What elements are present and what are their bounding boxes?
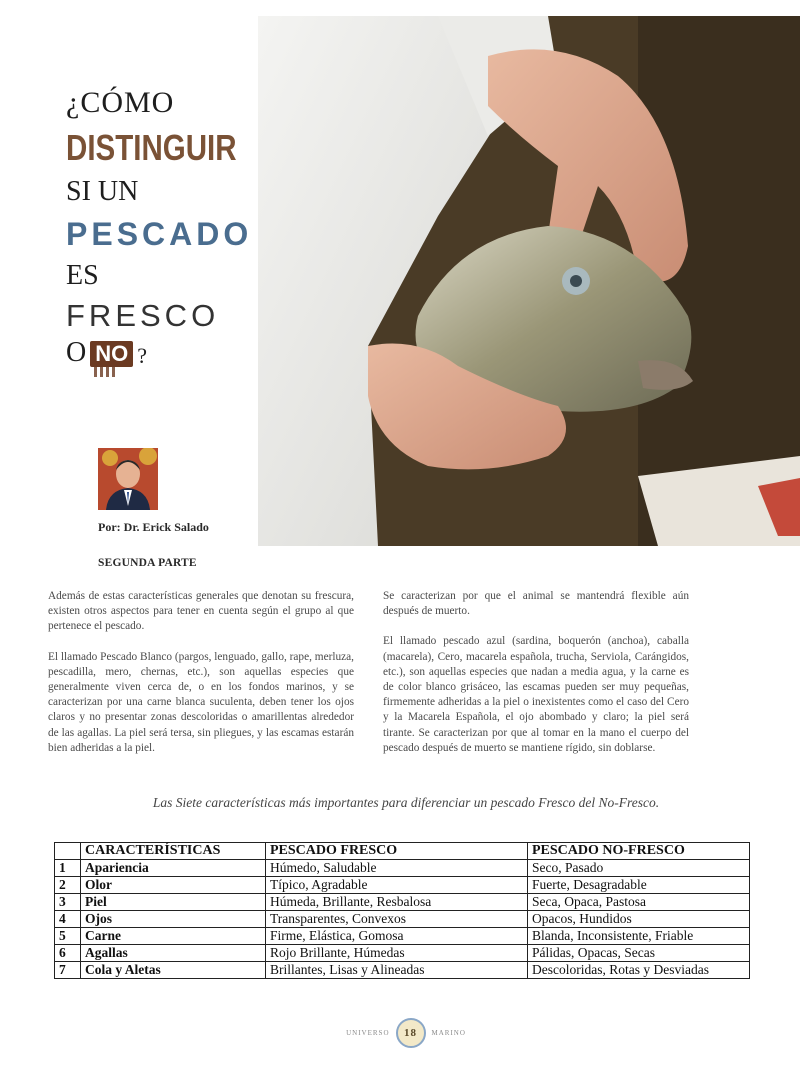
footer-brand-right: MARINO [431,1029,466,1037]
row-number: 4 [55,911,81,928]
article-title [66,86,253,368]
characteristics-table [54,842,750,979]
row-number: 7 [55,962,81,979]
section-label: SEGUNDA PARTE [98,557,197,569]
row-fresh: Firme, Elástica, Gomosa [266,928,528,945]
title-line-fresco: FRESCO [66,298,220,333]
author-byline: Por: Dr. Erick Salado [98,520,209,534]
row-characteristic: Carne [81,928,266,945]
header-characteristic: CARACTERÍSTICAS [81,843,266,860]
title-line-como: ¿CÓMO [66,86,175,119]
author-portrait-image [98,448,158,510]
title-no-stamp: NO [90,341,133,367]
paragraph: El llamado Pescado Blanco (pargos, lenguado, gallo, rape, merluza, pescadilla, mero, chernas, etc.), son aquellas especies que generalmente viven cerca de, o en los fondos marinos, y se caracterizan por una carne blanca suculenta, deben tener los ojos claros y no presentar zonas descoloridas o amarillentas alrededor de las agallas. La piel será tersa, sin pliegues, y las escamas estarán bien adheridas a la piel. [48,650,354,754]
row-not-fresh: Seco, Pasado [528,860,750,877]
title-line-es: ES [66,260,99,291]
body-column-left [48,589,354,771]
hero-photo-fish-in-hands [258,16,800,546]
row-characteristic: Cola y Aletas [81,962,266,979]
row-characteristic: Agallas [81,945,266,962]
title-question-mark: ? [137,343,147,368]
row-number: 1 [55,860,81,877]
header-fresh: PESCADO FRESCO [266,843,528,860]
table-row [55,911,750,928]
title-line-si-un: SI UN [66,176,139,207]
row-number: 3 [55,894,81,911]
table-caption: Las Siete características más importantes para diferenciar un pescado Fresco del No-Fresco. [152,795,660,810]
row-fresh: Brillantes, Lisas y Alineadas [266,962,528,979]
table-header-row [55,843,750,860]
footer-brand-left: UNIVERSO [346,1029,390,1037]
row-not-fresh: Fuerte, Desagradable [528,877,750,894]
body-column-right [383,589,689,771]
row-characteristic: Piel [81,894,266,911]
title-line-pescado: PESCADO [66,216,253,252]
table-row [55,877,750,894]
row-characteristic: Apariencia [81,860,266,877]
row-not-fresh: Opacos, Hundidos [528,911,750,928]
row-number: 6 [55,945,81,962]
row-fresh: Típico, Agradable [266,877,528,894]
header-not-fresh: PESCADO NO-FRESCO [528,843,750,860]
row-fresh: Transparentes, Convexos [266,911,528,928]
title-o: O [66,337,87,368]
table-row [55,860,750,877]
page-number-badge [396,1018,426,1048]
table-row [55,945,750,962]
page-footer [0,1018,812,1048]
author-avatar [98,448,158,510]
row-number: 5 [55,928,81,945]
table-row [55,962,750,979]
row-characteristic: Olor [81,877,266,894]
row-fresh: Húmeda, Brillante, Resbalosa [266,894,528,911]
row-fresh: Rojo Brillante, Húmedas [266,945,528,962]
title-line-o-no [66,339,246,367]
title-line-distinguir: DISTINGUIR [66,127,237,168]
row-not-fresh: Pálidas, Opacas, Secas [528,945,750,962]
table-row [55,928,750,945]
row-not-fresh: Seca, Opaca, Pastosa [528,894,750,911]
row-characteristic: Ojos [81,911,266,928]
row-number: 2 [55,877,81,894]
paragraph: Además de estas características generales que denotan su frescura, existen otros aspectos para tener en cuenta según el grupo al que pertenece el pescado. [48,590,354,633]
paragraph: El llamado pescado azul (sardina, boquerón (anchoa), caballa (macarela), Cero, macarela española, trucha, Serviola, Carángidos, etc.), son aquellas especies que nadan a media agua, y la carne es de color blanco grisáceo, las escamas pueden ser muy pequeñas, firmemente adheridas a la piel o inexistentes como el caso del Cero y la Macarela Española, el ojo abombado y claro; la piel será tirante. Se caracterizan por que al tomar en la mano el cuerpo del pescado después de muerto se mantiene rígido, sin doblarse. [383,635,689,754]
row-not-fresh: Blanda, Inconsistente, Friable [528,928,750,945]
row-fresh: Húmedo, Saludable [266,860,528,877]
page-number: 18 [404,1027,417,1039]
paragraph: Se caracterizan por que el animal se mantendrá flexible aún después de muerto. [383,590,689,618]
table-row [55,894,750,911]
row-not-fresh: Descoloridas, Rotas y Desviadas [528,962,750,979]
header-number [55,843,81,860]
hero-illustration [258,16,800,546]
